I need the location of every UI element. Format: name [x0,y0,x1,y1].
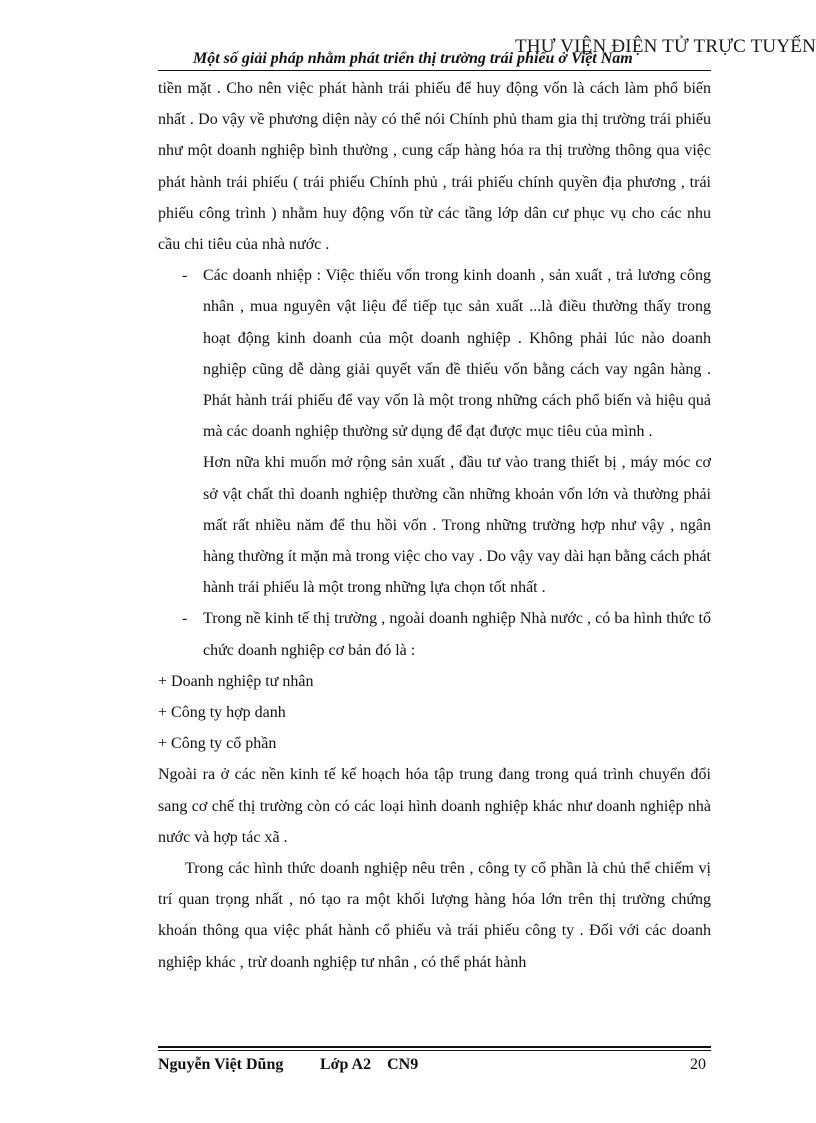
footer-class: Lớp A2 CN9 [320,1056,419,1073]
bullet-item-text: Trong nề kinh tế thị trường , ngoài doanh nghiệp Nhà nước , có ba hình thức tổ chức doanh nghiệp cơ bản đó là : [203,610,711,659]
watermark-text: THƯ VIỆN ĐIỆN TỬ TRỰC TUYẾN [514,36,816,57]
document-body [158,73,711,978]
bullet-dash: - [182,267,188,285]
paragraph-3: Trong các hình thức doanh nghiệp nêu trên , công ty cổ phần là chủ thể chiếm vị trí quan trọng nhất , nó tạo ra một khối lượng hàng hóa lớn trên thị trường chứng khoán thông qua việc phát hành cổ phiếu và trái phiếu công ty . Đối với các doanh nghiệp khác , trừ doanh nghiệp tư nhân , có thể phát hành [158,860,711,971]
page-header-title: Một số giải pháp nhằm phát triển thị trường trái phiếu ở Việt Nam [193,50,633,67]
paragraph-2: Ngoài ra ở các nền kinh tế kế hoạch hóa tập trung đang trong quá trình chuyển đổi sang cơ chế thị trường còn có các loại hình doanh nghiệp khác như doanh nghiệp nhà nước và hợp tác xã . [158,766,711,846]
list-item-private-enterprise: + Doanh nghiệp tư nhân [158,672,314,690]
page-number: 20 [690,1056,706,1073]
bullet-dash: - [182,610,188,628]
bullet-continuation: Hơn nữa khi muốn mở rộng sản xuất , đầu tư vào trang thiết bị , máy móc cơ sở vật chất thì doanh nghiệp thường cần những khoản vốn lớn và thường phải mất rất nhiều năm để thu hồi vốn . Trong những trường hợp như vậy , ngân hàng thường ít mặn mà trong việc cho vay . Do vậy vay dài hạn bằng cách phát hành trái phiếu là một trong những lựa chọn tốt nhất . [203,454,711,597]
paragraph-1: tiền mặt . Cho nên việc phát hành trái phiếu để huy động vốn là cách làm phổ biến nhất . Do vậy về phương diện này có thể nói Chính phủ tham gia thị trường trái phiếu như một doanh nghiệp bình thường , cung cấp hàng hóa ra thị trường thông qua việc phát hành trái phiếu ( trái phiếu Chính phủ , trái phiếu chính quyền địa phương , trái phiếu công trình ) nhằm huy động vốn từ các tầng lớp dân cư phục vụ cho các nhu cầu chi tiêu của nhà nước . [158,80,711,254]
list-item-partnership: + Công ty hợp danh [158,704,286,722]
list-item-joint-stock: + Công ty cổ phần [158,735,277,753]
bullet-item-businesses [158,260,711,447]
footer-divider [158,1046,711,1051]
footer-author: Nguyễn Việt Dũng [158,1056,284,1073]
bullet-item-text: Các doanh nhiệp : Việc thiếu vốn trong kinh doanh , sản xuất , trả lương công nhân , mua nguyên vật liệu để tiếp tục sản xuất ...là điều thường thấy trong hoạt động kinh doanh của một doanh nghiệp . Không phải lúc nào doanh nghiệp cũng dễ dàng giải quyết vấn đề thiếu vốn bằng cách vay ngân hàng . Phát hành trái phiếu để vay vốn là một trong những cách phổ biến và hiệu quả mà các doanh nghiệp thường sử dụng để đạt được mục tiêu của mình . [203,267,711,441]
header-divider [158,70,711,71]
bullet-item-market-economy [158,603,711,665]
